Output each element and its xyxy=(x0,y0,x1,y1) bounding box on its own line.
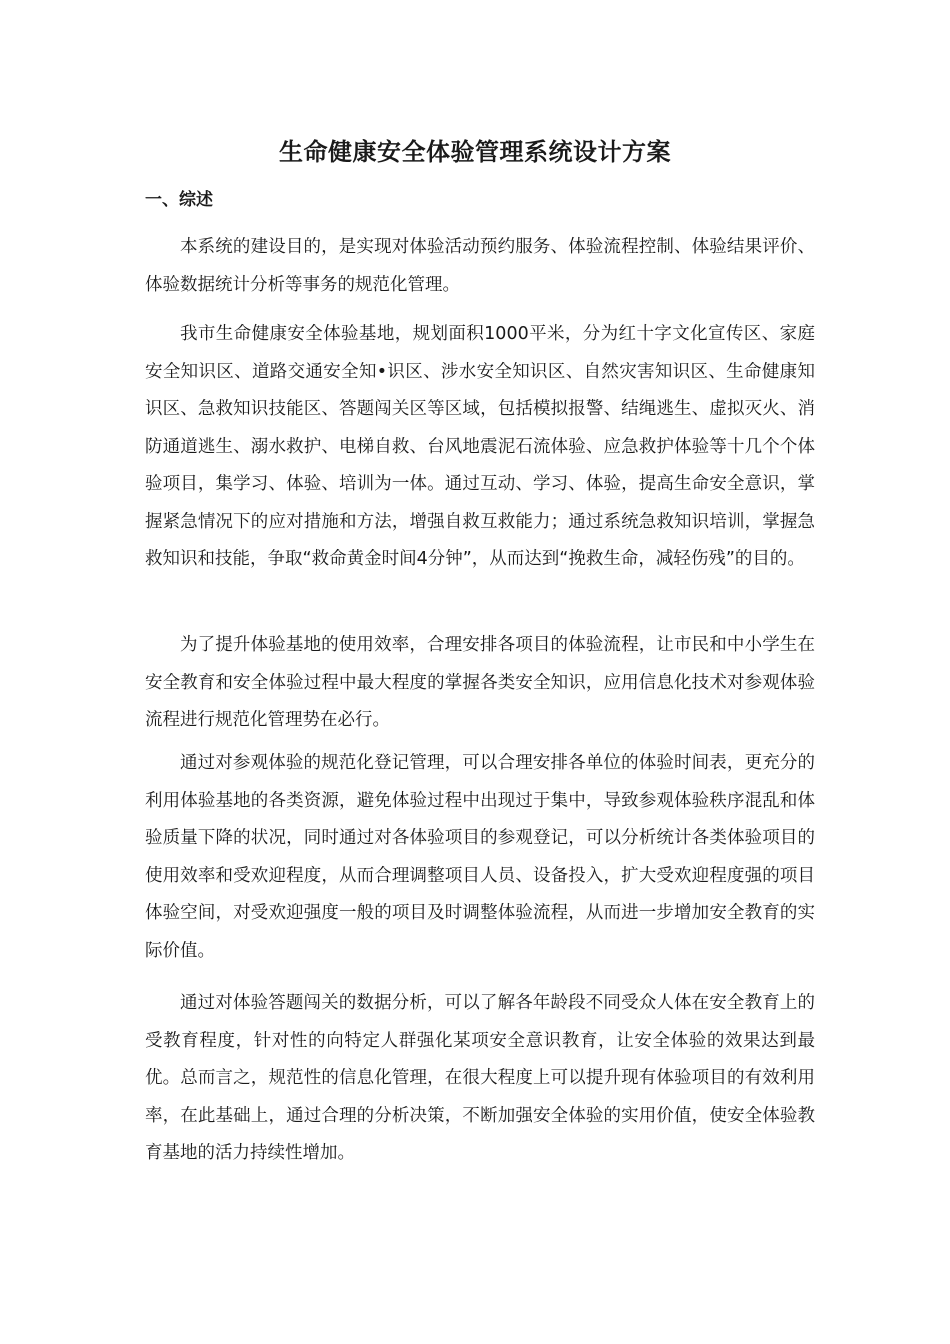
paragraph-base-description: 我市生命健康安全体验基地，规划面积1000平米，分为红十字文化宣传区、家庭安全知识区、道路交通安全知•识区、涉水安全知识区、自然灾害知识区、生命健康知识区、急救知识技能区、答题闯关区等区域，包括模拟报警、结绳逃生、虚拟灭火、消防通道逃生、溺水救护、电梯自救、台风地震泥石流体验、应急救护体验等十几个个体验项目，集学习、体验、培训为一体。通过互动、学习、体验，提高生命安全意识，掌握紧急情况下的应对措施和方法，增强自救互救能力；通过系统急救知识培训，掌握急救知识和技能，争取“救命黄金时间4分钟”，从而达到“挽救生命，减轻伤残”的目的。 xyxy=(145,324,815,569)
section-heading-overview: 一、综述 xyxy=(145,190,213,210)
paragraph-efficiency: 为了提升体验基地的使用效率，合理安排各项目的体验流程，让市民和中小学生在安全教育和安全体验过程中最大程度的掌握各类安全知识，应用信息化技术对参观体验流程进行规范化管理势在必行。 xyxy=(145,635,815,730)
paragraph-data-analysis: 通过对体验答题闯关的数据分析，可以了解各年龄段不同受众人体在安全教育上的受教育程度，针对性的向特定人群强化某项安全意识教育，让安全体验的效果达到最优。总而言之，规范性的信息化管理，在很大程度上可以提升现有体验项目的有效利用率，在此基础上，通过合理的分析决策，不断加强安全体验的实用价值，使安全体验教育基地的活力持续性增加。 xyxy=(145,993,815,1163)
paragraph-purpose: 本系统的建设目的，是实现对体验活动预约服务、体验流程控制、体验结果评价、体验数据统计分析等事务的规范化管理。 xyxy=(145,237,815,295)
paragraph-registration: 通过对参观体验的规范化登记管理，可以合理安排各单位的体验时间表，更充分的利用体验基地的各类资源，避免体验过程中出现过于集中，导致参观体验秩序混乱和体验质量下降的状况，同时通过对各体验项目的参观登记，可以分析统计各类体验项目的使用效率和受欢迎程度，从而合理调整项目人员、设备投入，扩大受欢迎程度强的项目体验空间，对受欢迎强度一般的项目及时调整体验流程，从而进一步增加安全教育的实际价值。 xyxy=(145,753,815,961)
document-title: 生命健康安全体验管理系统设计方案 xyxy=(279,138,671,166)
